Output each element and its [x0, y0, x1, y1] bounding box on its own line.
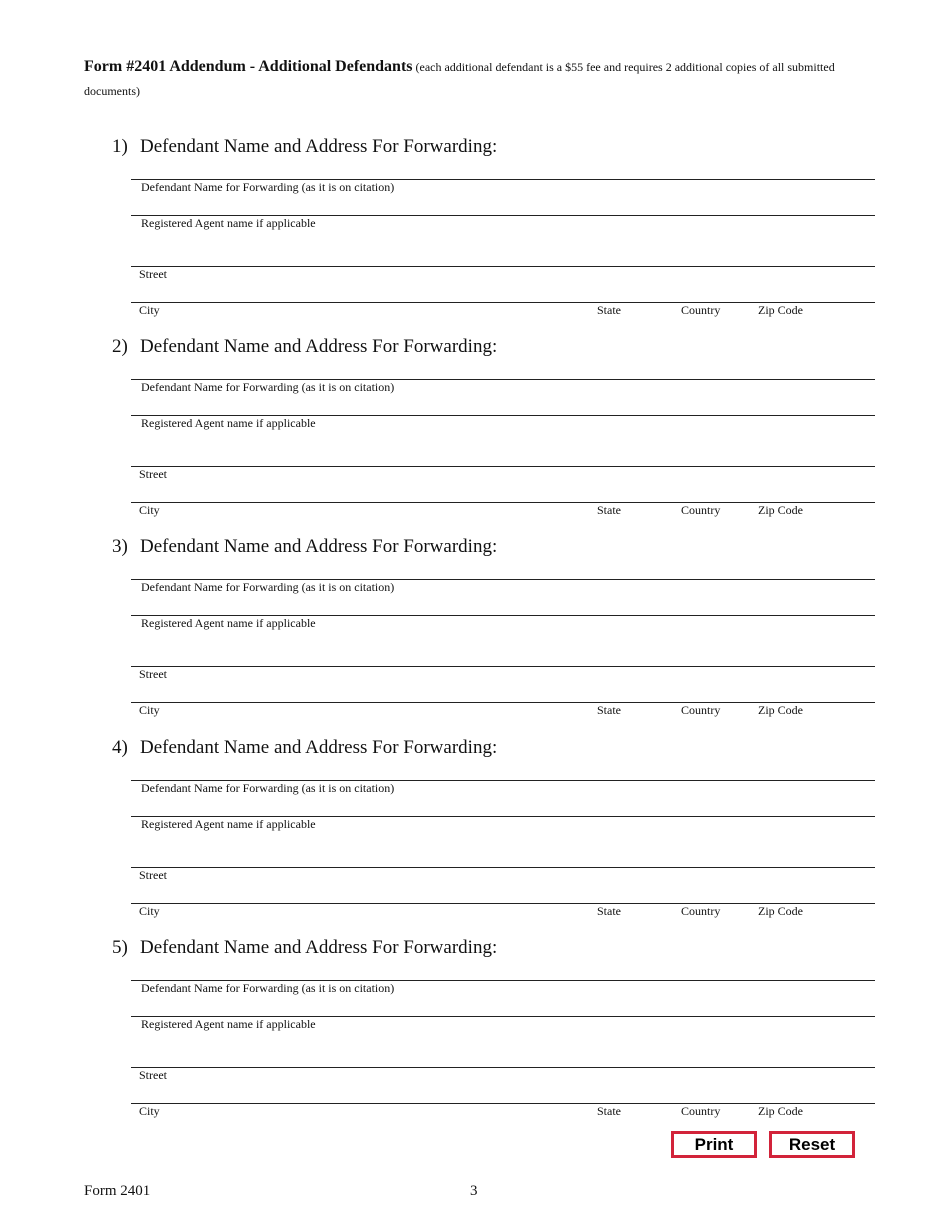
- zip-code-input[interactable]: [757, 284, 872, 301]
- registered-agent-label: Registered Agent name if applicable: [141, 616, 316, 630]
- street-line: [131, 867, 875, 868]
- registered-agent-input[interactable]: [134, 998, 872, 1015]
- registered-agent-label: Registered Agent name if applicable: [141, 1017, 316, 1031]
- defendant-section-3: [0, 536, 950, 736]
- section-number: 1): [112, 136, 128, 157]
- defendant-name-label: Defendant Name for Forwarding (as it is on citation): [141, 580, 395, 594]
- country-label: Country: [681, 703, 721, 717]
- street-input[interactable]: [134, 648, 872, 665]
- street-input[interactable]: [134, 1049, 872, 1066]
- defendant-section-5: [0, 937, 950, 1137]
- street-label: Street: [139, 667, 167, 681]
- street-label: Street: [139, 267, 167, 281]
- country-label: Country: [681, 303, 721, 317]
- defendant-name-label: Defendant Name for Forwarding (as it is on citation): [141, 180, 395, 194]
- zip-code-input[interactable]: [757, 684, 872, 701]
- street-label: Street: [139, 868, 167, 882]
- section-title: Defendant Name and Address For Forwarding:: [140, 336, 498, 357]
- state-label: State: [597, 1104, 621, 1118]
- state-input[interactable]: [596, 484, 672, 501]
- form-fee-note: (each additional defendant is a $55 fee and requires 2 additional copies of all submitted documents): [84, 60, 835, 98]
- country-input[interactable]: [680, 684, 752, 701]
- section-title: Defendant Name and Address For Forwarding:: [140, 937, 498, 958]
- form-header: [84, 55, 864, 103]
- registered-agent-label: Registered Agent name if applicable: [141, 416, 316, 430]
- section-number: 5): [112, 937, 128, 958]
- country-input[interactable]: [680, 885, 752, 902]
- street-line: [131, 666, 875, 667]
- section-number: 4): [112, 737, 128, 758]
- country-label: Country: [681, 904, 721, 918]
- defendant-section-1: [0, 136, 950, 336]
- street-input[interactable]: [134, 448, 872, 465]
- defendant-name-input[interactable]: [134, 962, 872, 979]
- footer-form-name: Form 2401: [84, 1183, 151, 1199]
- street-label: Street: [139, 1068, 167, 1082]
- state-input[interactable]: [596, 885, 672, 902]
- registered-agent-input[interactable]: [134, 597, 872, 614]
- zip-code-input[interactable]: [757, 484, 872, 501]
- city-label: City: [139, 1104, 160, 1118]
- zip-code-label: Zip Code: [758, 703, 803, 717]
- state-label: State: [597, 303, 621, 317]
- country-input[interactable]: [680, 1085, 752, 1102]
- registered-agent-input[interactable]: [134, 798, 872, 815]
- city-label: City: [139, 503, 160, 517]
- defendant-name-label: Defendant Name for Forwarding (as it is on citation): [141, 981, 395, 995]
- state-label: State: [597, 904, 621, 918]
- city-input[interactable]: [134, 484, 584, 501]
- street-line: [131, 466, 875, 467]
- form-title: Form #2401 Addendum - Additional Defendants: [84, 58, 413, 75]
- state-input[interactable]: [596, 684, 672, 701]
- country-input[interactable]: [680, 484, 752, 501]
- print-button[interactable]: Print: [671, 1131, 757, 1158]
- section-title: Defendant Name and Address For Forwarding:: [140, 136, 498, 157]
- defendant-section-4: [0, 737, 950, 937]
- registered-agent-input[interactable]: [134, 197, 872, 214]
- defendant-section-2: [0, 336, 950, 536]
- defendant-name-input[interactable]: [134, 361, 872, 378]
- defendant-name-input[interactable]: [134, 161, 872, 178]
- street-line: [131, 266, 875, 267]
- city-label: City: [139, 303, 160, 317]
- state-label: State: [597, 703, 621, 717]
- registered-agent-label: Registered Agent name if applicable: [141, 817, 316, 831]
- page-number: 3: [470, 1183, 478, 1199]
- defendant-name-input[interactable]: [134, 762, 872, 779]
- street-input[interactable]: [134, 248, 872, 265]
- zip-code-label: Zip Code: [758, 503, 803, 517]
- zip-code-label: Zip Code: [758, 1104, 803, 1118]
- city-input[interactable]: [134, 1085, 584, 1102]
- registered-agent-label: Registered Agent name if applicable: [141, 216, 316, 230]
- state-label: State: [597, 503, 621, 517]
- country-input[interactable]: [680, 284, 752, 301]
- city-label: City: [139, 703, 160, 717]
- reset-button[interactable]: Reset: [769, 1131, 855, 1158]
- state-input[interactable]: [596, 1085, 672, 1102]
- defendant-name-input[interactable]: [134, 561, 872, 578]
- defendant-name-label: Defendant Name for Forwarding (as it is on citation): [141, 781, 395, 795]
- city-input[interactable]: [134, 284, 584, 301]
- section-number: 2): [112, 336, 128, 357]
- registered-agent-input[interactable]: [134, 397, 872, 414]
- country-label: Country: [681, 1104, 721, 1118]
- city-label: City: [139, 904, 160, 918]
- city-input[interactable]: [134, 684, 584, 701]
- section-title: Defendant Name and Address For Forwarding:: [140, 536, 498, 557]
- zip-code-label: Zip Code: [758, 904, 803, 918]
- street-input[interactable]: [134, 849, 872, 866]
- city-input[interactable]: [134, 885, 584, 902]
- zip-code-input[interactable]: [757, 1085, 872, 1102]
- street-label: Street: [139, 467, 167, 481]
- zip-code-label: Zip Code: [758, 303, 803, 317]
- street-line: [131, 1067, 875, 1068]
- zip-code-input[interactable]: [757, 885, 872, 902]
- state-input[interactable]: [596, 284, 672, 301]
- section-title: Defendant Name and Address For Forwarding:: [140, 737, 498, 758]
- country-label: Country: [681, 503, 721, 517]
- section-number: 3): [112, 536, 128, 557]
- defendant-name-label: Defendant Name for Forwarding (as it is on citation): [141, 380, 395, 394]
